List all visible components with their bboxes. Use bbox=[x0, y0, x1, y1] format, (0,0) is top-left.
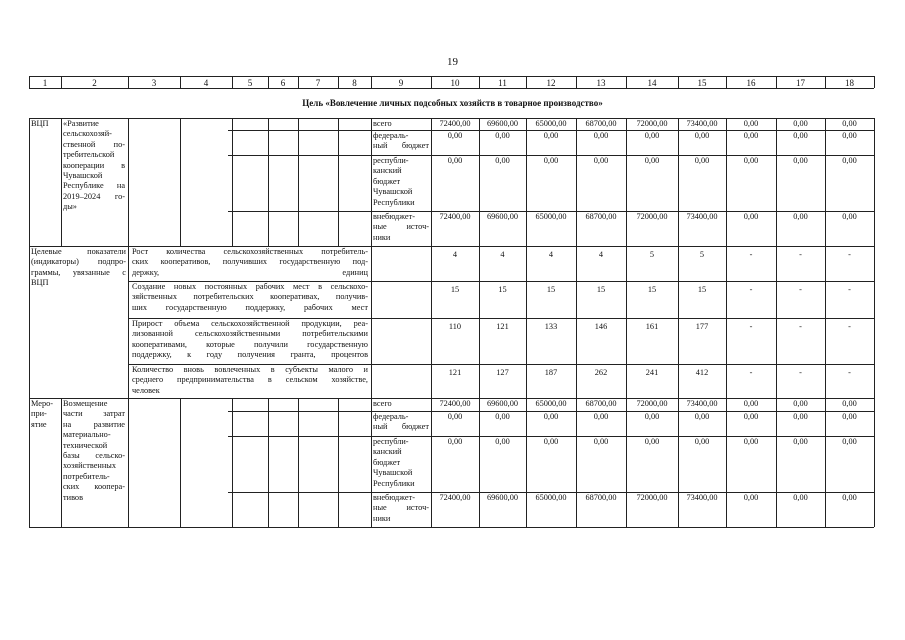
table-column-rule bbox=[678, 398, 679, 527]
table-column-rule bbox=[431, 118, 432, 246]
indicators-label: граммы, увязанные с bbox=[31, 267, 126, 277]
table-rule bbox=[228, 130, 874, 131]
indicator-description: среднего предпринимательства в сельском хозяйстве, bbox=[132, 375, 368, 385]
program-name-label: ских коопера- bbox=[63, 482, 125, 492]
amount-cell: 0,00 bbox=[694, 156, 710, 165]
indicator-value: - bbox=[848, 285, 851, 294]
table-column-rule bbox=[526, 118, 527, 246]
table-column-rule bbox=[371, 118, 372, 246]
program-name-label: материально- bbox=[63, 430, 111, 440]
program-name-label: на развитие bbox=[63, 419, 125, 429]
table-column-rule bbox=[678, 118, 679, 246]
table-column-rule bbox=[776, 118, 777, 246]
program-name-label: Республике на bbox=[63, 181, 125, 191]
indicator-value: 4 bbox=[598, 250, 604, 259]
program-type-label: Меро- bbox=[31, 399, 54, 408]
amount-cell: 69600,00 bbox=[486, 399, 519, 408]
amount-cell: 0,00 bbox=[495, 156, 510, 165]
table-column-rule bbox=[874, 118, 875, 246]
table-column-rule bbox=[128, 118, 129, 246]
table-column-rule bbox=[338, 118, 339, 246]
indicators-label: ВЦП bbox=[31, 278, 49, 288]
column-header: 2 bbox=[92, 78, 97, 88]
indicator-value: - bbox=[799, 368, 802, 377]
amount-cell: 0,00 bbox=[842, 156, 857, 165]
table-column-rule bbox=[298, 118, 299, 246]
indicator-value: - bbox=[749, 285, 753, 294]
indicator-value: - bbox=[799, 250, 802, 259]
indicator-value: 161 bbox=[645, 322, 659, 331]
indicator-description: кооперативами, которые получили государственную bbox=[132, 339, 368, 349]
funding-source-label: Республики bbox=[373, 197, 415, 207]
indicator-value: 121 bbox=[496, 322, 509, 331]
table-column-rule bbox=[479, 118, 480, 246]
table-column-rule bbox=[180, 118, 181, 246]
table-column-rule bbox=[128, 246, 129, 398]
column-header: 10 bbox=[450, 78, 460, 88]
table-column-rule bbox=[298, 398, 299, 527]
funding-source-label: внебюджет- bbox=[373, 212, 415, 221]
column-header: 11 bbox=[498, 78, 507, 88]
funding-source-label: всего bbox=[373, 119, 392, 128]
column-header: 8 bbox=[352, 78, 357, 88]
table-column-rule bbox=[726, 246, 727, 398]
amount-cell: 0,00 bbox=[793, 493, 808, 502]
amount-cell: 0,00 bbox=[495, 131, 510, 140]
amount-cell: 0,00 bbox=[793, 212, 808, 221]
amount-cell: 0,00 bbox=[495, 437, 510, 446]
goal-heading: Цель «Вовлечение личных подсобных хозяйств в товарное производство» bbox=[302, 98, 603, 108]
indicators-label: Целевые показатели bbox=[31, 247, 126, 256]
table-rule bbox=[128, 318, 874, 319]
table-column-rule bbox=[180, 398, 181, 527]
amount-cell: 0,00 bbox=[793, 399, 808, 408]
amount-cell: 0,00 bbox=[543, 437, 559, 446]
program-name-label: Возмещение bbox=[63, 399, 108, 408]
indicator-value: 15 bbox=[498, 285, 507, 294]
column-header: 16 bbox=[746, 78, 756, 88]
amount-cell: 65000,00 bbox=[535, 119, 567, 128]
funding-source-label: ные источ- bbox=[373, 503, 429, 513]
table-column-rule bbox=[268, 398, 269, 527]
indicator-description: держку, единиц bbox=[132, 267, 368, 277]
table-rule bbox=[128, 364, 874, 365]
funding-source-label: республи- bbox=[373, 156, 409, 165]
indicator-value: 121 bbox=[448, 368, 462, 377]
indicator-description: лизованной сельскохозяйственными потребительскими bbox=[132, 329, 368, 339]
table-column-rule bbox=[29, 246, 30, 398]
program-name-label: части затрат bbox=[63, 409, 125, 419]
amount-cell: 65000,00 bbox=[535, 399, 567, 408]
column-header: 15 bbox=[697, 78, 707, 88]
table-column-rule bbox=[268, 118, 269, 246]
program-name-label: ственной по- bbox=[63, 139, 125, 149]
table-rule bbox=[228, 155, 874, 156]
funding-source-label: ный бюджет bbox=[373, 141, 429, 151]
indicator-value: 4 bbox=[500, 250, 505, 259]
amount-cell: 0,00 bbox=[694, 412, 710, 421]
table-column-rule bbox=[29, 118, 30, 246]
table-column-rule bbox=[726, 398, 727, 527]
program-name-label: сельскохозяй- bbox=[63, 129, 112, 139]
indicator-description: Создание новых постоянных рабочих мест в сельскохо- bbox=[132, 282, 368, 291]
amount-cell: 0,00 bbox=[644, 156, 660, 165]
amount-cell: 72400,00 bbox=[439, 493, 471, 502]
indicator-description: Количество вновь вовлеченных в субъекты малого и bbox=[132, 365, 368, 374]
column-header: 6 bbox=[280, 78, 286, 88]
column-header: 14 bbox=[647, 78, 657, 88]
table-column-rule bbox=[479, 398, 480, 527]
program-name-label: базы сельско- bbox=[63, 451, 125, 460]
table-column-rule bbox=[232, 398, 233, 527]
indicator-value: 241 bbox=[645, 368, 659, 377]
amount-cell: 0,00 bbox=[447, 131, 463, 140]
amount-cell: 65000,00 bbox=[535, 493, 567, 502]
table-column-rule bbox=[626, 246, 627, 398]
indicator-value: 5 bbox=[649, 250, 655, 259]
amount-cell: 0,00 bbox=[842, 399, 857, 408]
program-name-label: «Развитие bbox=[63, 119, 99, 128]
funding-source-label: бюджет bbox=[373, 176, 401, 186]
amount-cell: 73400,00 bbox=[686, 119, 718, 128]
table-column-rule bbox=[576, 118, 577, 246]
amount-cell: 0,00 bbox=[743, 119, 759, 128]
table-column-rule bbox=[576, 398, 577, 527]
program-name-label: хозяйственных bbox=[63, 461, 116, 471]
funding-source-label: ники bbox=[373, 232, 391, 242]
amount-cell: 72000,00 bbox=[636, 119, 668, 128]
amount-cell: 0,00 bbox=[793, 412, 808, 421]
header-top-rule bbox=[29, 76, 874, 77]
indicator-value: - bbox=[749, 322, 753, 331]
program-type-label: ВЦП bbox=[31, 119, 49, 128]
header-bottom-rule bbox=[29, 88, 874, 89]
table-column-rule bbox=[825, 118, 826, 246]
amount-cell: 0,00 bbox=[694, 131, 710, 140]
indicator-description: Рост количества сельскохозяйственных потребитель- bbox=[132, 247, 368, 256]
column-header: 3 bbox=[151, 78, 157, 88]
indicator-value: 110 bbox=[448, 322, 462, 331]
table-rule bbox=[228, 492, 874, 493]
amount-cell: 69600,00 bbox=[486, 119, 519, 128]
funding-source-label: канский bbox=[373, 447, 402, 457]
table-column-rule bbox=[825, 246, 826, 398]
funding-source-label: бюджет bbox=[373, 457, 401, 467]
table-column-rule bbox=[626, 398, 627, 527]
indicator-value: - bbox=[799, 322, 802, 331]
amount-cell: 73400,00 bbox=[686, 212, 718, 221]
amount-cell: 0,00 bbox=[644, 437, 660, 446]
amount-cell: 72400,00 bbox=[439, 212, 471, 221]
page-number: 19 bbox=[447, 56, 458, 68]
column-header: 17 bbox=[796, 78, 805, 88]
funding-source-label: ники bbox=[373, 513, 391, 523]
indicator-description: поддержку, к году получения гранта, процентов bbox=[132, 350, 368, 360]
program-name-label: технической bbox=[63, 440, 108, 450]
indicator-value: 15 bbox=[450, 285, 460, 294]
indicator-description: Прирост объема сельскохозяйственной продукции, реа- bbox=[132, 319, 368, 328]
funding-source-label: федераль- bbox=[373, 131, 409, 140]
table-column-rule bbox=[874, 76, 875, 88]
table-rule bbox=[228, 211, 874, 212]
amount-cell: 72400,00 bbox=[439, 399, 471, 408]
amount-cell: 73400,00 bbox=[686, 399, 718, 408]
amount-cell: 0,00 bbox=[743, 156, 759, 165]
table-rule bbox=[228, 436, 874, 437]
amount-cell: 0,00 bbox=[495, 412, 510, 421]
amount-cell: 69600,00 bbox=[486, 493, 519, 502]
funding-source-label: всего bbox=[373, 399, 392, 408]
table-column-rule bbox=[526, 398, 527, 527]
funding-source-label: канский bbox=[373, 166, 402, 176]
funding-source-label: ный бюджет bbox=[373, 422, 429, 432]
column-header: 18 bbox=[845, 78, 854, 88]
table-column-rule bbox=[776, 246, 777, 398]
indicator-value: 177 bbox=[695, 322, 709, 331]
amount-cell: 72400,00 bbox=[439, 119, 471, 128]
table-column-rule bbox=[29, 398, 30, 527]
amount-cell: 73400,00 bbox=[686, 493, 718, 502]
table-column-rule bbox=[431, 246, 432, 398]
program-name-label: Чувашской bbox=[63, 171, 103, 180]
table-rule bbox=[128, 281, 874, 282]
table-column-rule bbox=[371, 246, 372, 398]
table-column-rule bbox=[874, 246, 875, 398]
funding-source-label: ные источ- bbox=[373, 222, 429, 232]
amount-cell: 0,00 bbox=[842, 131, 857, 140]
column-header: 1 bbox=[42, 78, 48, 88]
indicator-value: - bbox=[848, 322, 851, 331]
amount-cell: 72000,00 bbox=[636, 493, 668, 502]
table-column-rule bbox=[526, 246, 527, 398]
amount-cell: 0,00 bbox=[543, 412, 559, 421]
funding-source-label: Чувашской bbox=[373, 187, 413, 197]
amount-cell: 0,00 bbox=[644, 131, 660, 140]
indicator-value: 5 bbox=[699, 250, 705, 259]
amount-cell: 68700,00 bbox=[585, 119, 617, 128]
amount-cell: 0,00 bbox=[543, 156, 559, 165]
column-header: 5 bbox=[247, 78, 253, 88]
amount-cell: 69600,00 bbox=[486, 212, 519, 221]
table-column-rule bbox=[232, 118, 233, 246]
program-name-label: кооперации в bbox=[63, 160, 125, 170]
column-header: 13 bbox=[596, 78, 606, 88]
amount-cell: 0,00 bbox=[743, 412, 759, 421]
amount-cell: 0,00 bbox=[842, 119, 857, 128]
indicator-value: 146 bbox=[594, 322, 608, 331]
amount-cell: 68700,00 bbox=[585, 493, 617, 502]
table-column-rule bbox=[726, 118, 727, 246]
program-name-label: требительской bbox=[63, 150, 115, 160]
indicator-description: человек bbox=[132, 385, 160, 395]
indicator-value: - bbox=[848, 250, 851, 259]
table-column-rule bbox=[776, 398, 777, 527]
program-type-label: при- bbox=[31, 409, 47, 419]
amount-cell: 0,00 bbox=[743, 437, 759, 446]
program-name-label: тивов bbox=[63, 492, 83, 502]
amount-cell: 0,00 bbox=[793, 131, 808, 140]
indicator-value: - bbox=[799, 285, 802, 294]
funding-source-label: федераль- bbox=[373, 412, 409, 421]
indicator-value: 127 bbox=[496, 368, 509, 377]
amount-cell: 0,00 bbox=[743, 212, 759, 221]
amount-cell: 68700,00 bbox=[585, 399, 617, 408]
program-name-label: ды» bbox=[63, 202, 77, 212]
amount-cell: 0,00 bbox=[842, 212, 857, 221]
indicator-value: 15 bbox=[697, 285, 707, 294]
indicator-value: 15 bbox=[596, 285, 606, 294]
amount-cell: 0,00 bbox=[743, 131, 759, 140]
table-column-rule bbox=[371, 398, 372, 527]
amount-cell: 0,00 bbox=[793, 156, 808, 165]
amount-cell: 0,00 bbox=[842, 493, 857, 502]
table-column-rule bbox=[61, 398, 62, 527]
amount-cell: 0,00 bbox=[447, 437, 463, 446]
indicator-value: 412 bbox=[695, 368, 709, 377]
indicator-description: зяйственных потребительских кооперативах, получив- bbox=[132, 292, 368, 302]
amount-cell: 0,00 bbox=[842, 412, 857, 421]
program-name-label: потребитель- bbox=[63, 471, 110, 481]
table-column-rule bbox=[61, 118, 62, 246]
amount-cell: 0,00 bbox=[543, 131, 559, 140]
indicator-value: - bbox=[749, 368, 753, 377]
program-name-label: 2019–2024 го- bbox=[63, 191, 125, 201]
table-column-rule bbox=[338, 398, 339, 527]
amount-cell: 68700,00 bbox=[585, 212, 617, 221]
funding-source-label: Чувашской bbox=[373, 468, 413, 478]
indicator-value: 4 bbox=[452, 250, 458, 259]
indicator-description: ских кооперативов, получивших государственную под- bbox=[132, 257, 368, 267]
table-column-rule bbox=[576, 246, 577, 398]
amount-cell: 0,00 bbox=[793, 119, 808, 128]
table-column-rule bbox=[874, 398, 875, 527]
column-header: 7 bbox=[315, 78, 321, 88]
amount-cell: 0,00 bbox=[593, 156, 609, 165]
table-column-rule bbox=[431, 398, 432, 527]
amount-cell: 0,00 bbox=[842, 437, 857, 446]
amount-cell: 0,00 bbox=[447, 156, 463, 165]
funding-source-label: внебюджет- bbox=[373, 493, 415, 502]
table-rule bbox=[228, 411, 874, 412]
amount-cell: 0,00 bbox=[593, 412, 609, 421]
indicator-value: 15 bbox=[546, 285, 556, 294]
table-column-rule bbox=[678, 246, 679, 398]
indicator-value: - bbox=[848, 368, 851, 377]
amount-cell: 0,00 bbox=[743, 399, 759, 408]
amount-cell: 0,00 bbox=[793, 437, 808, 446]
table-column-rule bbox=[626, 118, 627, 246]
indicator-value: 187 bbox=[544, 368, 558, 377]
indicator-value: - bbox=[749, 250, 753, 259]
indicator-value: 262 bbox=[594, 368, 608, 377]
amount-cell: 72000,00 bbox=[636, 212, 668, 221]
amount-cell: 72000,00 bbox=[636, 399, 668, 408]
table-bottom-rule bbox=[29, 527, 874, 528]
amount-cell: 65000,00 bbox=[535, 212, 567, 221]
funding-source-label: республи- bbox=[373, 437, 409, 446]
indicators-label: (индикаторы) подпро- bbox=[31, 257, 126, 267]
amount-cell: 0,00 bbox=[644, 412, 660, 421]
amount-cell: 0,00 bbox=[593, 131, 609, 140]
amount-cell: 0,00 bbox=[593, 437, 609, 446]
table-column-rule bbox=[128, 398, 129, 527]
column-header: 12 bbox=[546, 78, 556, 88]
column-header: 9 bbox=[398, 78, 404, 88]
program-type-label: ятие bbox=[31, 419, 47, 429]
funding-source-label: Республики bbox=[373, 478, 415, 488]
table-column-rule bbox=[825, 398, 826, 527]
indicator-value: 4 bbox=[548, 250, 554, 259]
amount-cell: 0,00 bbox=[743, 493, 759, 502]
amount-cell: 0,00 bbox=[694, 437, 710, 446]
amount-cell: 0,00 bbox=[447, 412, 463, 421]
table-column-rule bbox=[479, 246, 480, 398]
indicator-value: 15 bbox=[647, 285, 657, 294]
indicator-value: 133 bbox=[544, 322, 558, 331]
indicator-description: ших государственную поддержку, рабочих мест bbox=[132, 302, 368, 312]
column-header: 4 bbox=[203, 78, 209, 88]
